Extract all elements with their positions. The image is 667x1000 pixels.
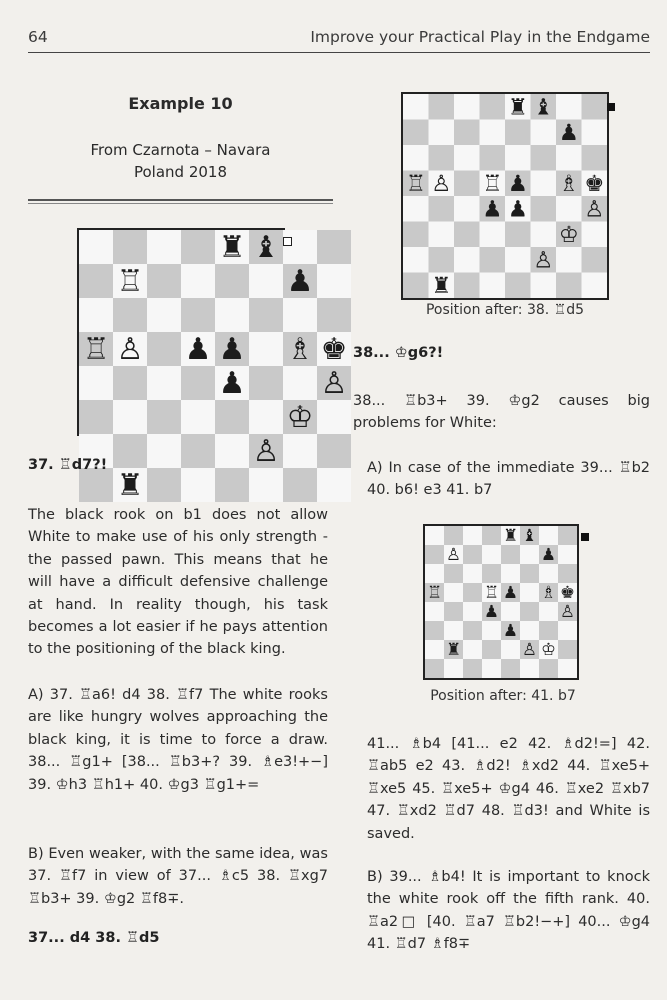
- board-square: [429, 145, 455, 171]
- board-square: [425, 526, 444, 545]
- board-square: [113, 434, 147, 468]
- board-square: [463, 545, 482, 564]
- black-bishop-icon: ♝: [533, 94, 554, 121]
- board-square: [79, 298, 113, 332]
- board-square: [444, 564, 463, 583]
- board-square: [520, 621, 539, 640]
- board-square: [181, 468, 215, 502]
- black-rook-icon: ♜: [503, 525, 518, 546]
- board-square: [429, 222, 455, 248]
- board-square: [147, 264, 181, 298]
- board-square: [501, 602, 520, 621]
- board-square: [249, 366, 283, 400]
- chess-diagram-main: [77, 228, 348, 504]
- black-pawn-icon: ♟: [507, 196, 528, 223]
- black-bishop-icon: ♝: [522, 525, 537, 546]
- black-pawn-icon: ♟: [218, 366, 246, 402]
- board-square: [558, 621, 577, 640]
- board-square: [505, 120, 531, 146]
- white-pawn-icon: ♙: [446, 544, 461, 565]
- board-square: [454, 196, 480, 222]
- board-square: [539, 621, 558, 640]
- board-square: [482, 659, 501, 678]
- black-pawn-icon: ♟: [503, 582, 518, 603]
- board-square: [582, 222, 608, 248]
- board-square: [283, 434, 317, 468]
- black-rook-icon: ♜: [507, 94, 528, 121]
- black-king-icon: ♚: [584, 170, 605, 197]
- board-square: [531, 171, 557, 197]
- board-square: [482, 621, 501, 640]
- board-square: [463, 526, 482, 545]
- board-square: [480, 222, 506, 248]
- board-square: [181, 298, 215, 332]
- white-bishop-icon: ♗: [558, 170, 579, 197]
- board-square: [181, 230, 215, 264]
- white-bishop-icon: ♗: [286, 332, 314, 368]
- move-37: 37. ♖d7?!: [28, 457, 108, 473]
- board-square: [113, 298, 147, 332]
- board-square: [317, 434, 351, 468]
- white-bishop-icon: ♗: [541, 582, 556, 603]
- board-square: [425, 621, 444, 640]
- board-square: [505, 247, 531, 273]
- board-square: [558, 659, 577, 678]
- board-square: [403, 273, 429, 299]
- board-square: [520, 659, 539, 678]
- board-square: [403, 247, 429, 273]
- board-square: [539, 602, 558, 621]
- section-divider: [28, 199, 333, 201]
- board-square: [454, 222, 480, 248]
- board-square: [403, 196, 429, 222]
- board-square: [403, 222, 429, 248]
- black-rook-icon: ♜: [116, 468, 144, 504]
- white-rook-icon: ♖: [82, 332, 110, 368]
- commentary-paragraph: 38... ♖b3+ 39. ♔g2 causes big problems for White:: [353, 393, 650, 432]
- board-square: [113, 366, 147, 400]
- board-square: [539, 659, 558, 678]
- example-source: From Czarnota – Navara: [90, 141, 271, 159]
- board-square: [249, 264, 283, 298]
- board-square: [317, 298, 351, 332]
- board-square: [463, 640, 482, 659]
- black-to-move-marker: [581, 533, 589, 541]
- board-square: [531, 196, 557, 222]
- black-rook-icon: ♜: [431, 272, 452, 299]
- board-square: [425, 545, 444, 564]
- white-pawn-icon: ♙: [320, 366, 348, 402]
- board-square: [283, 468, 317, 502]
- white-rook-icon: ♖: [427, 582, 442, 603]
- board-square: [79, 230, 113, 264]
- board-square: [79, 366, 113, 400]
- black-pawn-icon: ♟: [482, 196, 503, 223]
- board-square: [147, 366, 181, 400]
- board-square: [403, 120, 429, 146]
- board-square: [463, 564, 482, 583]
- board-square: [444, 602, 463, 621]
- board-square: [463, 621, 482, 640]
- chess-board: [403, 94, 607, 298]
- example-event: Poland 2018: [133, 163, 228, 181]
- board-square: [558, 526, 577, 545]
- board-square: [317, 468, 351, 502]
- white-king-icon: ♔: [558, 221, 579, 248]
- board-square: [249, 298, 283, 332]
- board-square: [283, 230, 317, 264]
- board-square: [429, 247, 455, 273]
- board-square: [463, 659, 482, 678]
- board-square: [425, 640, 444, 659]
- board-square: [317, 400, 351, 434]
- board-square: [501, 640, 520, 659]
- board-square: [520, 545, 539, 564]
- board-square: [520, 583, 539, 602]
- board-square: [79, 468, 113, 502]
- white-pawn-icon: ♙: [533, 247, 554, 274]
- board-square: [425, 659, 444, 678]
- board-square: [113, 400, 147, 434]
- board-square: [147, 332, 181, 366]
- black-to-move-marker: [607, 103, 615, 111]
- board-square: [181, 400, 215, 434]
- board-square: [531, 222, 557, 248]
- board-square: [480, 120, 506, 146]
- board-square: [582, 273, 608, 299]
- board-square: [556, 247, 582, 273]
- black-pawn-icon: ♟: [484, 601, 499, 622]
- white-rook-icon: ♖: [116, 264, 144, 300]
- board-square: [558, 640, 577, 659]
- board-square: [403, 94, 429, 120]
- board-square: [454, 171, 480, 197]
- board-square: [429, 94, 455, 120]
- board-square: [317, 264, 351, 298]
- board-square: [539, 564, 558, 583]
- white-pawn-icon: ♙: [584, 196, 605, 223]
- board-square: [454, 145, 480, 171]
- running-title: Improve your Practical Play in the Endgame: [310, 28, 650, 46]
- board-square: [582, 94, 608, 120]
- board-square: [181, 434, 215, 468]
- variation-a: A) 37. ♖a6! d4 38. ♖f7 The white rooks are like hungry wolves approaching the black king, it is time to force a draw. 38... ♖g1+ [38... ♖b3+? 39. ♗e3!+−] 39. ♔h3 ♖h1+ 40. ♔g3 ♖g1+=: [28, 687, 328, 793]
- white-rook-icon: ♖: [405, 170, 426, 197]
- board-square: [531, 273, 557, 299]
- board-square: [79, 264, 113, 298]
- board-square: [215, 434, 249, 468]
- variation-a: A) In case of the immediate 39... ♖b2 40. b6! e3 41. b7: [367, 460, 650, 499]
- black-rook-icon: ♜: [446, 639, 461, 660]
- board-square: [215, 264, 249, 298]
- chess-diagram-after-38: [401, 92, 609, 300]
- black-pawn-icon: ♟: [558, 119, 579, 146]
- move-38: 38... ♔g6?!: [353, 345, 444, 361]
- board-square: [582, 145, 608, 171]
- board-square: [520, 564, 539, 583]
- board-square: [556, 273, 582, 299]
- board-square: [556, 196, 582, 222]
- board-square: [429, 196, 455, 222]
- board-square: [482, 545, 501, 564]
- board-square: [482, 564, 501, 583]
- board-square: [215, 400, 249, 434]
- white-pawn-icon: ♙: [560, 601, 575, 622]
- white-pawn-icon: ♙: [522, 639, 537, 660]
- black-pawn-icon: ♟: [507, 170, 528, 197]
- board-square: [505, 273, 531, 299]
- section-divider-thin: [28, 203, 333, 204]
- move-37-continuation: 37... d4 38. ♖d5: [28, 930, 160, 946]
- black-pawn-icon: ♟: [503, 620, 518, 641]
- white-king-icon: ♔: [541, 639, 556, 660]
- chess-board: [79, 230, 348, 504]
- board-square: [501, 659, 520, 678]
- board-square: [283, 366, 317, 400]
- variation-b: B) 39... ♗b4! It is important to knock the white rook off the fifth rank. 40. ♖a2□ [40. ♖a7 ♖b2!−+] 40... ♔g4 41. ♖d7 ♗f8∓: [367, 869, 650, 953]
- board-square: [181, 264, 215, 298]
- white-pawn-icon: ♙: [116, 332, 144, 368]
- variation-b: B) Even weaker, with the same idea, was 37. ♖f7 in view of 37... ♗c5 38. ♖xg7 ♖b3+ 39. ♔g2 ♖f8∓.: [28, 846, 328, 907]
- board-square: [425, 602, 444, 621]
- black-pawn-icon: ♟: [541, 544, 556, 565]
- diagram-caption: Position after: 38. ♖d5: [425, 302, 585, 318]
- board-square: [147, 434, 181, 468]
- board-square: [444, 526, 463, 545]
- board-square: [147, 400, 181, 434]
- board-square: [249, 332, 283, 366]
- diagram-caption: Position after: 41. b7: [430, 688, 576, 704]
- board-square: [403, 145, 429, 171]
- board-square: [454, 120, 480, 146]
- white-king-icon: ♔: [286, 400, 314, 436]
- board-square: [79, 400, 113, 434]
- board-square: [283, 298, 317, 332]
- board-square: [505, 222, 531, 248]
- board-square: [463, 602, 482, 621]
- board-square: [454, 247, 480, 273]
- board-square: [582, 247, 608, 273]
- black-king-icon: ♚: [560, 582, 575, 603]
- board-square: [539, 526, 558, 545]
- page-number: 64: [28, 28, 48, 46]
- board-square: [520, 602, 539, 621]
- board-square: [558, 545, 577, 564]
- black-king-icon: ♚: [320, 332, 348, 368]
- commentary-paragraph: The black rook on b1 does not allow White to make use of his only strength - the passed pawn. This means that he will have a difficult defensive challenge at hand. In reality though, his task becomes a lot easier if he pays attention to the positioning of the black king.: [28, 507, 328, 658]
- board-square: [249, 400, 283, 434]
- white-rook-icon: ♖: [482, 170, 503, 197]
- board-square: [147, 298, 181, 332]
- board-square: [249, 468, 283, 502]
- example-title: Example 10: [128, 94, 233, 113]
- board-square: [215, 298, 249, 332]
- board-square: [482, 526, 501, 545]
- board-square: [147, 230, 181, 264]
- board-square: [463, 583, 482, 602]
- white-to-move-marker: [283, 237, 292, 246]
- board-square: [582, 120, 608, 146]
- chess-diagram-after-41: [423, 524, 579, 680]
- white-pawn-icon: ♙: [252, 434, 280, 470]
- board-square: [454, 273, 480, 299]
- board-square: [454, 94, 480, 120]
- board-square: [480, 273, 506, 299]
- white-rook-icon: ♖: [484, 582, 499, 603]
- board-square: [501, 564, 520, 583]
- board-square: [480, 247, 506, 273]
- board-square: [444, 621, 463, 640]
- board-square: [113, 230, 147, 264]
- board-square: [429, 120, 455, 146]
- board-square: [556, 94, 582, 120]
- board-square: [531, 145, 557, 171]
- board-square: [147, 468, 181, 502]
- board-square: [531, 120, 557, 146]
- black-pawn-icon: ♟: [184, 332, 212, 368]
- board-square: [215, 468, 249, 502]
- black-pawn-icon: ♟: [218, 332, 246, 368]
- chess-board: [425, 526, 577, 678]
- board-square: [444, 583, 463, 602]
- board-square: [501, 545, 520, 564]
- black-rook-icon: ♜: [218, 230, 246, 266]
- board-square: [444, 659, 463, 678]
- board-square: [181, 366, 215, 400]
- board-square: [482, 640, 501, 659]
- white-pawn-icon: ♙: [431, 170, 452, 197]
- board-square: [558, 564, 577, 583]
- board-square: [480, 94, 506, 120]
- black-pawn-icon: ♟: [286, 264, 314, 300]
- header-rule: [28, 52, 650, 53]
- board-square: [505, 145, 531, 171]
- board-square: [425, 564, 444, 583]
- black-bishop-icon: ♝: [252, 230, 280, 266]
- continuation-line: 41... ♗b4 [41... e2 42. ♗d2!=] 42. ♖ab5 e2 43. ♗d2! ♗xd2 44. ♖xe5+ ♖xe5 45. ♖xe5+ ♔g4 46. ♖xe2 ♖xb7 47. ♖xd2 ♖d7 48. ♖d3! and White is saved.: [367, 736, 650, 842]
- board-square: [317, 230, 351, 264]
- board-square: [480, 145, 506, 171]
- board-square: [556, 145, 582, 171]
